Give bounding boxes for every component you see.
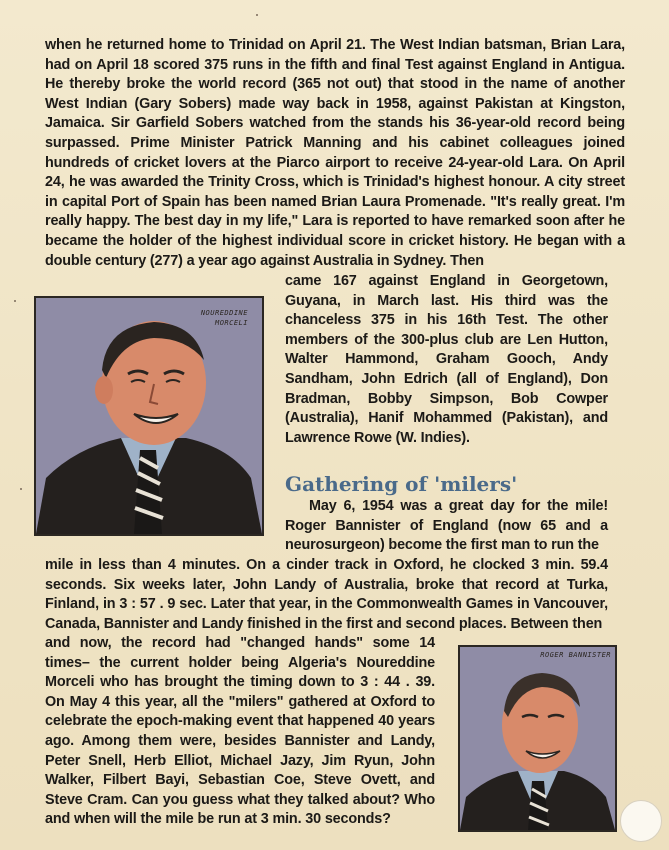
speck xyxy=(256,14,258,16)
section-heading: Gathering of 'milers' xyxy=(285,472,518,496)
watermark-logo xyxy=(620,800,662,842)
bannister-illustration xyxy=(460,647,615,830)
portrait-noureddine-morceli xyxy=(34,296,264,536)
speck xyxy=(14,300,16,302)
morceli-illustration xyxy=(36,298,262,534)
portrait-2-caption: ROGER BANNISTER xyxy=(540,651,611,659)
portrait-roger-bannister xyxy=(458,645,617,832)
speck xyxy=(20,488,22,490)
paragraph-milers-continued: mile in less than 4 minutes. On a cinder track in Oxford, he clocked 3 min. 59.4 seconds. Six weeks later, John Landy of Australia, broke that record at Turka, Finland, in 3 : 57 . 9 sec. Later that year, in the Commonwealth Games in Vancouver, Canada, Bannister and Landy finished in the first and second places. Between then xyxy=(45,557,608,632)
paragraph-milers-end: and now, the record had "changed hands" some 14 times– the current holder being Algeria's Noureddine Morceli who has brought the timing down to 3 : 44 . 39. On May 4 this year, all the "milers" gathered at Oxford to celebrate the epoch-making event that happened 40 years ago. Among them were, besides Bannister and Landy, Peter Snell, Herb Elliot, Michael Jazy, Jim Ryun, John Walker, Filbert Bayi, Sebastian Coe, Steve Ovett, and Steve Cram. Can you guess what they talked about? Who and when will the mile be run at 3 min. 30 seconds? xyxy=(45,635,435,828)
paragraph-milers: May 6, 1954 was a great day for the mile! Roger Bannister of England (now 65 and a neurosurgeon) become the first man to run the xyxy=(285,498,608,554)
paragraph-lara-continued: came 167 against England in Georgetown, Guyana, in March last. His third was the chanceless 375 in his 16th Test. The other members of the 300-plus club are Len Hutton, Walter Hammond, Graham Gooch, Andy Sandham, John Edrich (all of England), Don Bradman, Bobby Simpson, Bob Cowper (Australia), Hanif Mohammed (Pakistan), and Lawrence Rowe (W. Indies). xyxy=(285,273,608,446)
portrait-1-caption: NOUREDDINE MORCELI xyxy=(200,309,248,327)
paragraph-lara: when he returned home to Trinidad on April 21. The West Indian batsman, Brian Lara, had on April 18 scored 375 runs in the fifth and final Test against England in Antigua. He thereby broke the world record (365 not out) that stood in the name of another West Indian (Gary Sobers) made way back in 1958, against Pakistan at Kingston, Jamaica. Sir Garfield Sobers watched from the stands his 36-year-old record being surpassed. Prime Minister Patrick Manning and his cabinet colleagues joined hundreds of cricket lovers at the Piarco airport to receive 24-year-old Lara. On April 24, he was awarded the Trinity Cross, which is Trinidad's highest honour. A city street in capital Port of Spain has been named Brian Laura Promenade. "It's really great. I'm really happy. The best day in my life," Lara is reported to have remarked soon after he became the holder of the highest individual score in cricket history. He began with a double century (277) a year ago against Australia in Sydney. Then xyxy=(45,37,625,269)
